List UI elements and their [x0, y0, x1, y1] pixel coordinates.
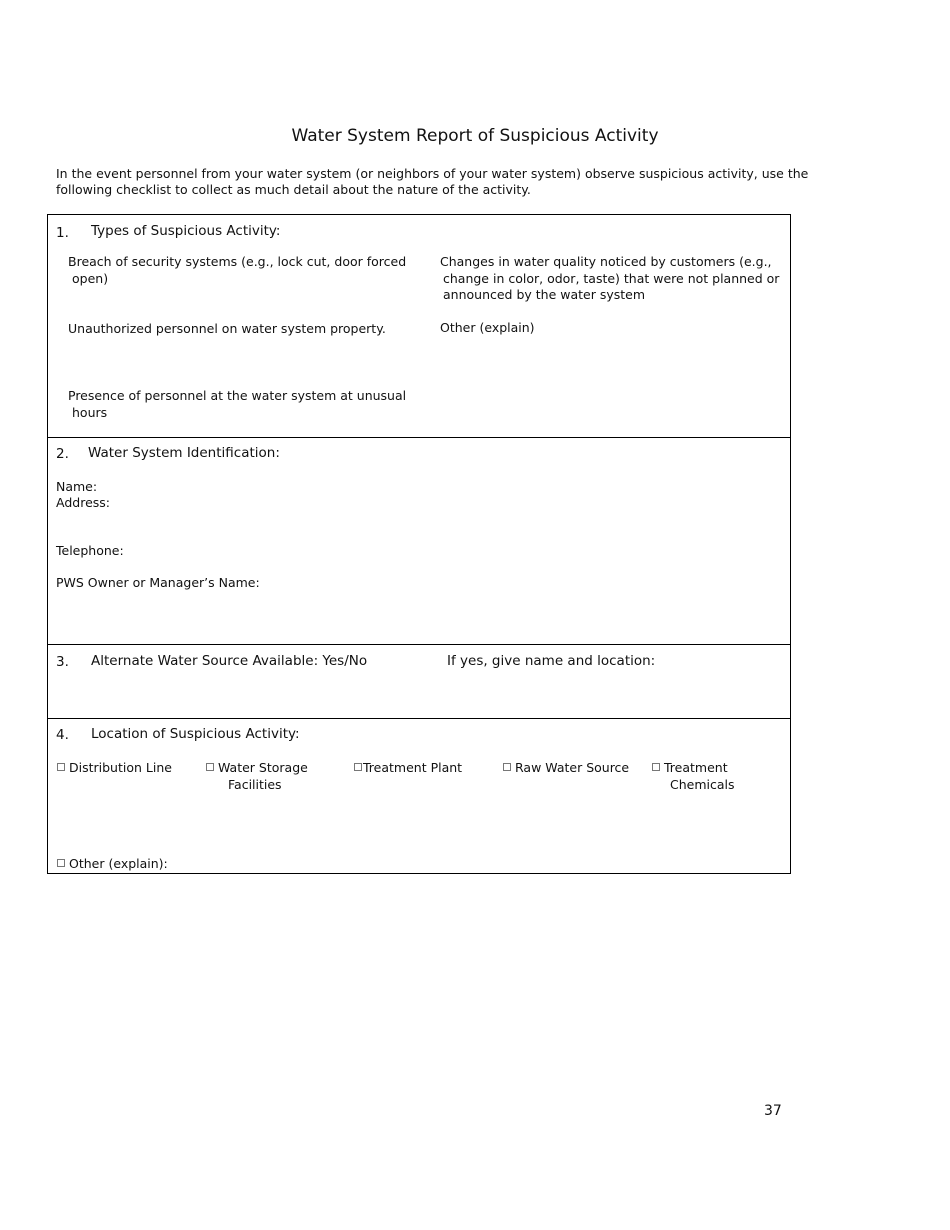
checkbox[interactable] [206, 763, 214, 771]
location-option-distribution-line[interactable]: Distribution Line [57, 760, 172, 777]
option-presence[interactable]: Presence of personnel at the water system at unusual hours [68, 388, 407, 420]
name-label: Name: [56, 479, 98, 494]
section-2-number: 2. [56, 446, 69, 462]
section-1-number: 1. [56, 225, 69, 241]
section-divider [48, 437, 790, 438]
owner-manager-label: PWS Owner or Manager’s Name: [56, 575, 260, 590]
checkbox[interactable] [503, 763, 511, 771]
option-unauthorized[interactable]: Unauthorized personnel on water system property. [68, 321, 386, 336]
checkbox[interactable] [354, 763, 362, 771]
location-option-raw-water-source[interactable]: Raw Water Source [503, 760, 629, 777]
section-divider [48, 644, 790, 645]
section-4-heading: Location of Suspicious Activity: [91, 726, 300, 742]
alternate-source-details-label: If yes, give name and location: [447, 653, 656, 669]
section-1-heading: Types of Suspicious Activity: [91, 223, 281, 239]
section-4-number: 4. [56, 727, 69, 743]
checkbox[interactable] [57, 763, 65, 771]
option-breach[interactable]: Breach of security systems (e.g., lock cut, door forced open) [68, 254, 407, 286]
location-option-water-storage[interactable]: Water Storage Facilities [206, 760, 308, 793]
section-2-heading: Water System Identification: [88, 445, 280, 461]
option-water-quality-changes[interactable]: Changes in water quality noticed by customers (e.g., change in color, odor, taste) that were not planned or announced by the water system [440, 254, 780, 302]
section-divider [48, 718, 790, 719]
location-option-treatment-chemicals[interactable]: Treatment Chemicals [652, 760, 735, 793]
address-label: Address: [56, 495, 110, 510]
page-number: 37 [764, 1103, 782, 1119]
checkbox[interactable] [57, 859, 65, 867]
location-option-treatment-plant[interactable]: Treatment Plant [354, 760, 462, 777]
report-form [47, 214, 791, 874]
option-other[interactable]: Other (explain) [440, 320, 535, 335]
telephone-label: Telephone: [56, 543, 124, 558]
page-title: Water System Report of Suspicious Activity [291, 126, 659, 146]
intro-paragraph: In the event personnel from your water system (or neighbors of your water system) observe suspicious activity, use the following checklist to collect as much detail about the nature of the activity. [56, 166, 809, 197]
section-3-heading: Alternate Water Source Available: Yes/No [91, 653, 368, 669]
checkbox[interactable] [652, 763, 660, 771]
section-3-number: 3. [56, 654, 69, 670]
location-option-other[interactable]: Other (explain): [57, 856, 168, 873]
